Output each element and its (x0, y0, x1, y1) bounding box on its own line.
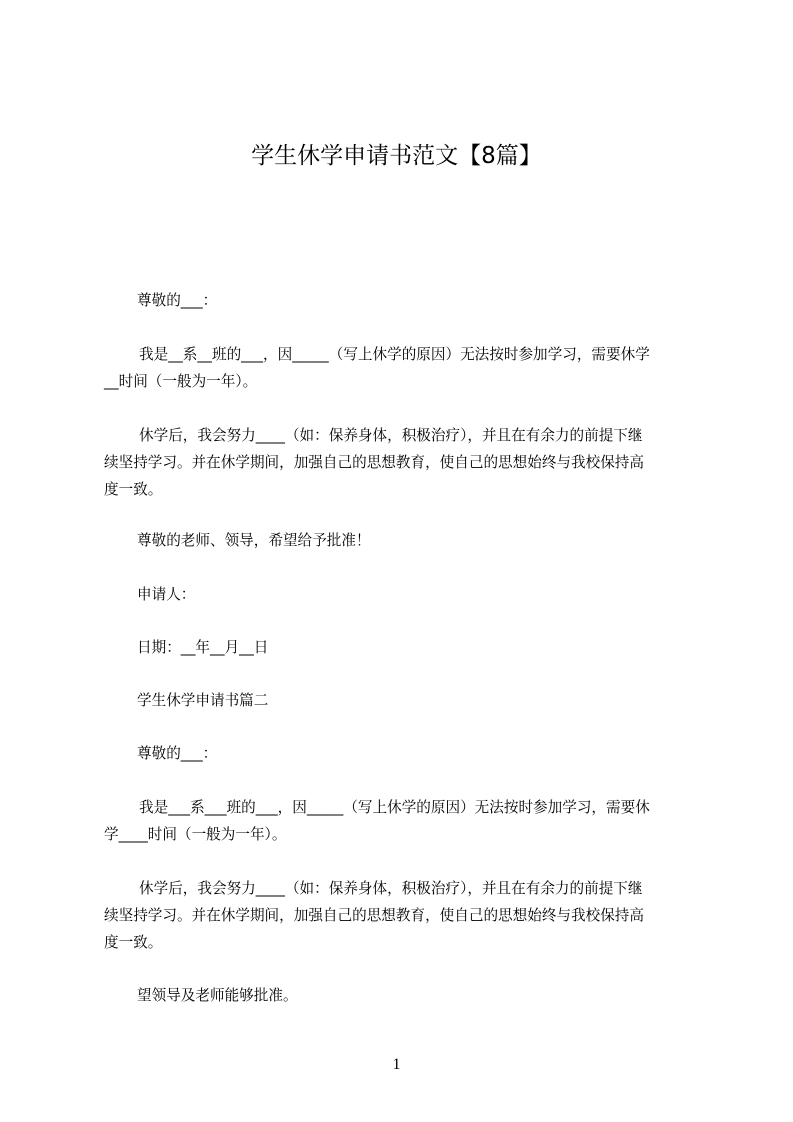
applicant-label: 申请人： (137, 586, 196, 603)
body-line: 我是___系___班的___，因_____（写上休学的原因）无法按时参加学习，需要休 (139, 799, 650, 816)
body-line: 休学后，我会努力____（如：保养身体，积极治疗），并且在有余力的前提下继 (139, 427, 643, 444)
document-title: 学生休学申请书范文【8篇】 (251, 143, 542, 169)
body-line: 学____时间（一般为一年）。 (104, 826, 287, 843)
page-number: 1 (392, 1056, 401, 1073)
section-heading: 学生休学申请书篇二 (137, 692, 269, 709)
closing-line: 望领导及老师能够批准。 (137, 987, 298, 1004)
body-line: 休学后，我会努力____（如：保养身体，积极治疗），并且在有余力的前提下继 (139, 880, 643, 897)
salutation: 尊敬的___： (137, 745, 218, 762)
body-line: 续坚持学习。并在休学期间，加强自己的思想教育，使自己的思想始终与我校保持高 (104, 454, 644, 471)
salutation: 尊敬的___： (137, 292, 218, 309)
body-line: 我是__系__班的___，因_____（写上休学的原因）无法按时参加学习，需要休学 (139, 346, 650, 363)
body-line: __时间（一般为一年）。 (104, 373, 258, 390)
body-line: 度一致。 (104, 934, 163, 951)
body-line: 续坚持学习。并在休学期间，加强自己的思想教育，使自己的思想始终与我校保持高 (104, 907, 644, 924)
body-line: 度一致。 (104, 481, 163, 498)
date-line: 日期：__年__月__日 (137, 639, 269, 656)
closing-line: 尊敬的老师、领导，希望给予批准！ (137, 532, 371, 549)
